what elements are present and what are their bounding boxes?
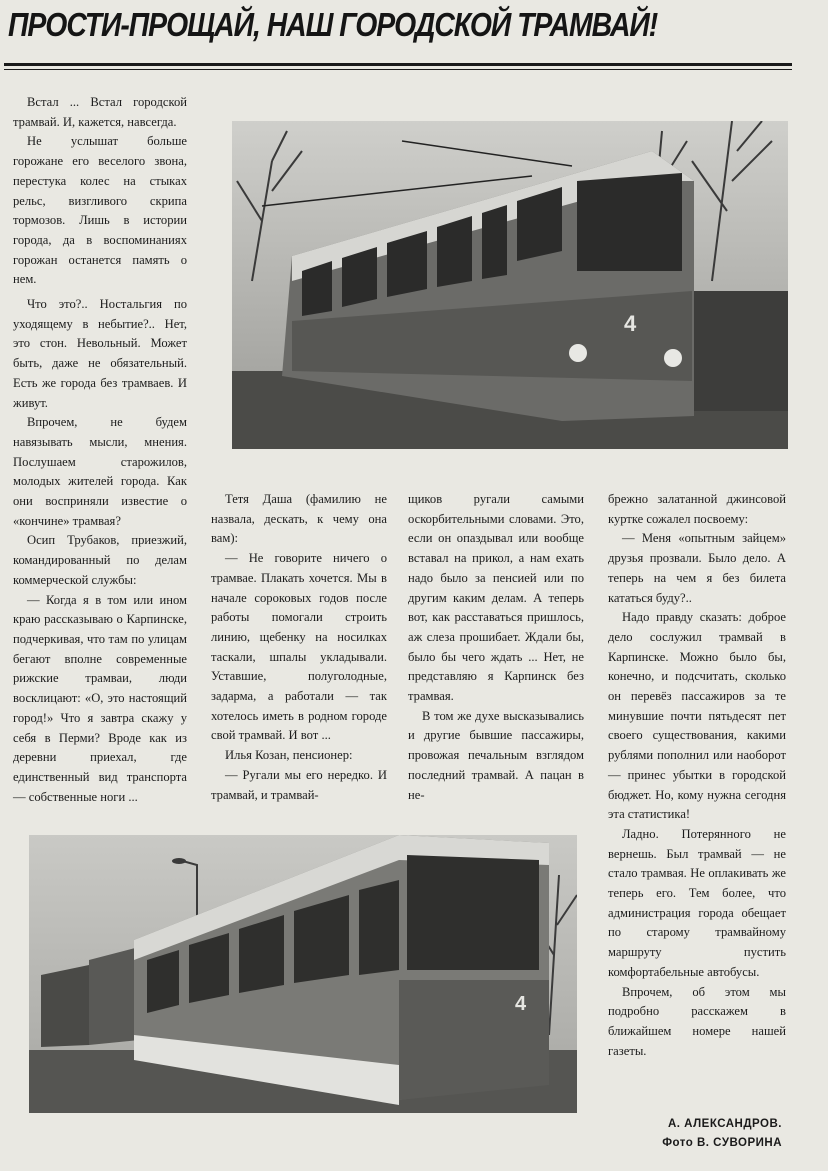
headline-rule xyxy=(4,63,792,66)
paragraph: — Не говорите ничего о трамвае. Плакать хочется. Мы в начале сороковых годов после работы помогали строить линию, щебенку на носилках таскали, шпалы укладывали. Уставшие, полуголодные, задарма, а работали — так хотелось иметь в родном городе свой трамвай. И вот ... xyxy=(211,551,387,743)
paragraph: Илья Козан, пенсионер: xyxy=(225,748,353,763)
paragraph: Впрочем, об этом мы подробно расскажем в ближайшем номере нашей газеты. xyxy=(608,984,786,1058)
paragraph: Осип Трубаков, приезжий, командированный по делам коммерческой службы: xyxy=(13,533,187,587)
author-byline: А. АЛЕКСАНДРОВ. xyxy=(667,1118,782,1130)
tram-number-top: 4 xyxy=(624,311,637,336)
headline-rule-thin xyxy=(4,69,792,70)
article-column-1 xyxy=(13,93,187,807)
paragraph: Что это?.. Ностальгия по уходящему в небытие?.. Нет, это стон. Невольный. Может быть, даже не обязательный. Есть же города без трамваев. И живут. xyxy=(13,297,187,410)
paragraph: щиков ругали самыми оскорбительными словами. Это, если он опаздывал или вообще вставал на прикол, а нам ехать надо было за пенсией или по другим каким делам. А теперь вот, как расставаться пришлось, аж слеза прошибает. Ждали бы, было бы чего ждать ... Нет, не представляю я Карпинск без трамвая. xyxy=(408,492,584,704)
paragraph: Не услышат больше горожане его веселого звона, перестука колес на стыках рельс, визгливого скрипа тормозов. Лишь в истории города, да в воспоминаниях горожан останется память о нем. xyxy=(13,134,187,287)
paragraph: В том же духе высказывались и другие бывшие пассажиры, провожая печальным взглядом последний трамвай. А пацан в не- xyxy=(408,708,584,802)
paragraph: — Ругали мы его нередко. И трамвай, и трамвай- xyxy=(211,767,387,802)
tram-number-bottom: 4 xyxy=(515,993,527,1015)
paragraph: брежно залатанной джинсовой куртке сожалел посвоему: xyxy=(608,492,786,526)
paragraph: Встал ... Встал городской трамвай. И, кажется, навсегда. xyxy=(13,95,187,129)
article-column-3 xyxy=(408,490,584,805)
paragraph: Тетя Даша (фамилию не назвала, дескать, к чему она вам): xyxy=(211,492,387,546)
tram-photo-bottom xyxy=(29,835,577,1113)
article-column-4 xyxy=(608,490,786,1061)
photo-credit: Фото В. СУВОРИНА xyxy=(662,1137,782,1149)
tram-photo-top xyxy=(232,121,788,449)
headline: ПРОСТИ-ПРОЩАЙ, НАШ ГОРОДСКОЙ ТРАМВАЙ! xyxy=(8,6,658,43)
paragraph: — Меня «опытным зайцем» друзья прозвали. Было дело. А теперь на чем я без билета кататься буду?.. xyxy=(608,531,786,605)
paragraph: Надо правду сказать: доброе дело сослужил трамвай в Карпинске. Можно было бы, конечно, и подсчитать, сколько он перевёз пассажиров за те минувшие почти пятьдесят пет своего существования, какими рублями пополнил или наоборот — принес убытки в городской бюджет. Но, кому нужна сегодня эта статистика! xyxy=(608,610,786,822)
paragraph: Ладно. Потерянного не вернешь. Был трамвай — не стало трамвая. Не оплакивать же теперь его. Тем более, что администрация города обещает по старому трамвайному маршруту пустить комфортабельные автобусы. xyxy=(608,826,786,979)
article-column-2 xyxy=(211,490,387,805)
paragraph: — Когда я в том или ином краю рассказываю о Карпинске, подчеркивая, что там по улицам бегают вполне современные рижские трамваи, люди восклицают: «О, это настоящий город!» Что я завтра скажу у себя в Перми? Вроде как из деревни приехал, где единственный вид транспорта — собственные ноги ... xyxy=(13,592,187,804)
paragraph: Впрочем, не будем навязывать мысли, мнения. Послушаем старожилов, молодых жителей города. Как они восприняли известие о «кончине» трамвая? xyxy=(13,415,187,528)
